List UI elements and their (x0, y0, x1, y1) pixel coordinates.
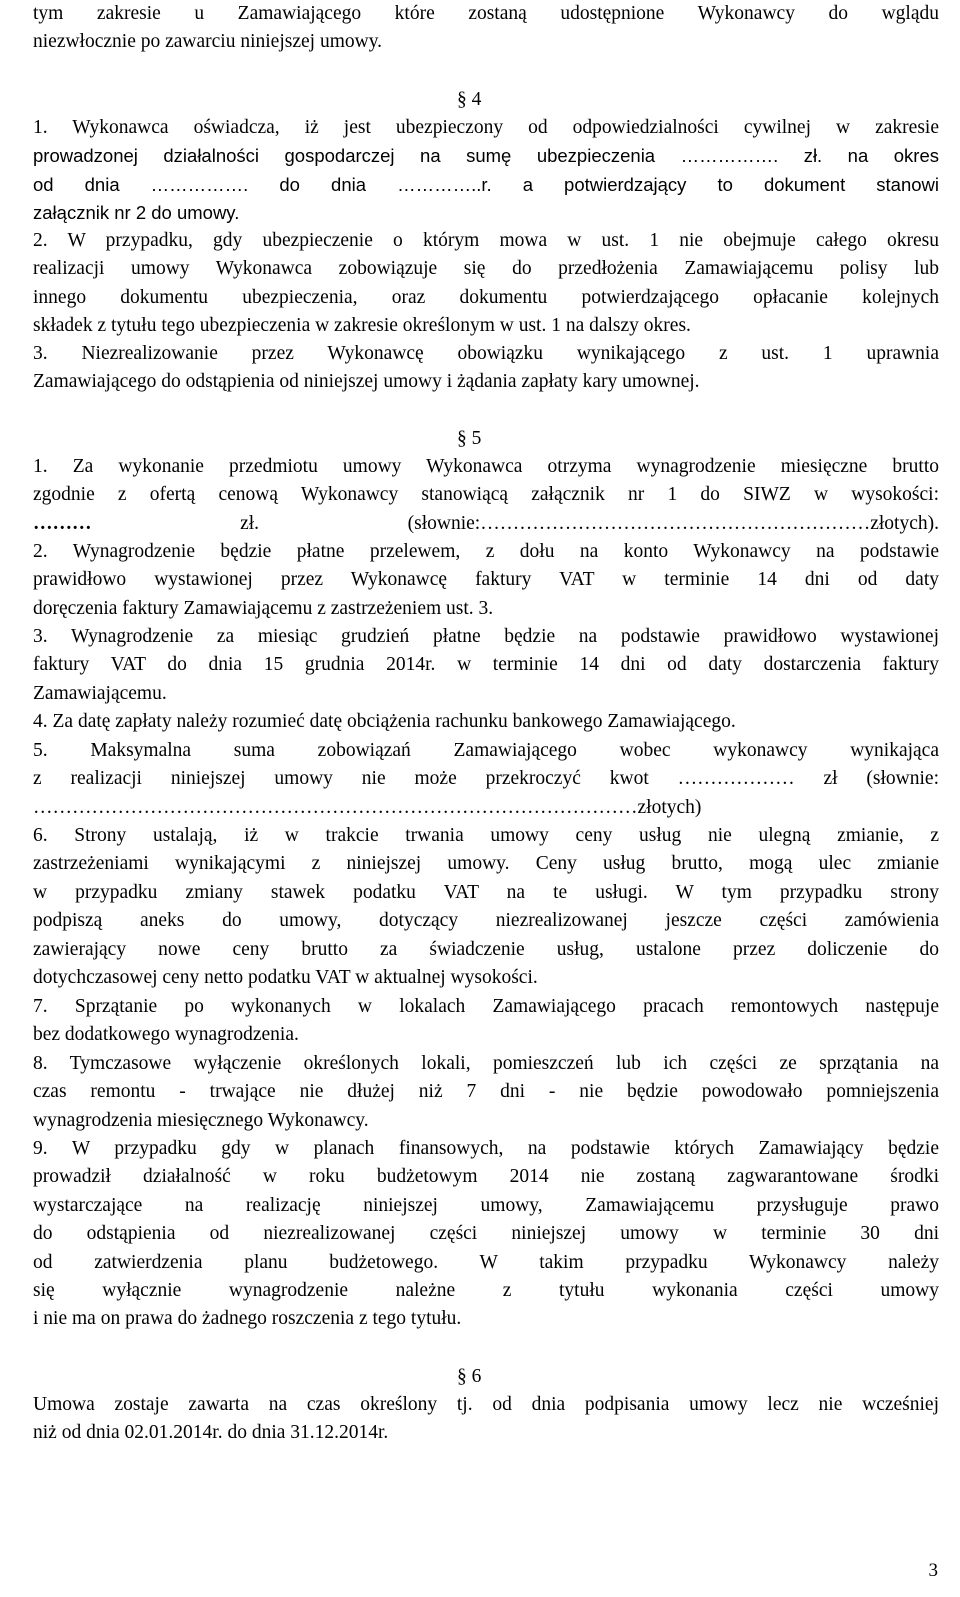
text-line: 3. Wynagrodzenie za miesiąc grudzień płatne będzie na podstawie prawidłowo wystawionej (33, 626, 939, 647)
paragraph-number: 1. (33, 117, 48, 138)
section5-paragraph-9 (33, 1135, 939, 1334)
section5-paragraph-4 (33, 708, 939, 736)
text-line: 7. Sprzątanie po wykonanych w lokalach Zamawiającego pracach remontowych następuje (33, 996, 939, 1017)
paragraph-number: 4. (33, 711, 48, 732)
text-line: w przypadku zmiany stawek podatku VAT na te usługi. W tym przypadku strony (33, 881, 939, 903)
text-line: 9. W przypadku gdy w planach finansowych, na podstawie których Zamawiający będzie (33, 1138, 939, 1159)
amount-placeholder: ……… (33, 512, 92, 534)
text-line: 1. Za wykonanie przedmiotu umowy Wykonawca otrzyma wynagrodzenie miesięczne brutto (33, 456, 940, 477)
section-symbol: § (457, 89, 467, 110)
text-line: 2. W przypadku, gdy ubezpieczenie o którym mowa w ust. 1 nie obejmuje całego okresu (33, 230, 939, 251)
text-line: bez dodatkowego wynagrodzenia. (33, 1024, 299, 1046)
text-line: 1. Wykonawca oświadcza, iż jest ubezpieczony od odpowiedzialności cywilnej w zakresie (33, 117, 939, 138)
section-heading-5 (457, 425, 481, 453)
paragraph-number: 5. (33, 740, 48, 761)
paragraph-number: 9. (33, 1138, 48, 1159)
section5-paragraph-5 (33, 737, 939, 822)
section4-paragraph-1 (33, 114, 939, 228)
page-number: 3 (928, 1560, 938, 1581)
text-line: realizacji umowy Wykonawca zobowiązuje się do przedłożenia Zamawiającemu polisy lub (33, 258, 939, 280)
text-line: wynagrodzenia miesięcznego Wykonawcy. (33, 1109, 369, 1131)
text-line: od dnia ……………. do dnia …………..r. a potwierdzający to dokument stanowi (33, 173, 939, 195)
text-line: od zatwierdzenia planu budżetowego. W takim przypadku Wykonawcy należy (33, 1251, 939, 1273)
paragraph-number: 2. (33, 541, 48, 562)
words-placeholder: ………………………………………………………………………………… (33, 796, 638, 818)
paragraph-number: 3. (33, 343, 48, 364)
text-line: i nie ma on prawa do żadnego roszczenia z tego tytułu. (33, 1308, 462, 1330)
text-line: czas remontu - trwające nie dłużej niż 7 dni - nie będzie powodowało pomniejszenia (33, 1081, 939, 1103)
paragraph-number: 8. (33, 1053, 48, 1074)
section5-paragraph-1 (33, 453, 939, 538)
text-line: tym zakresie u Zamawiającego które zostaną udostępnione Wykonawcy do wglądu (33, 3, 939, 24)
text-line: 3. Niezrealizowanie przez Wykonawcę obowiązku wynikającego z ust. 1 uprawnia (33, 343, 939, 364)
section5-paragraph-8 (33, 1050, 939, 1135)
text-line: 2. Wynagrodzenie będzie płatne przelewem, z dołu na konto Wykonawcy na podstawie (33, 541, 939, 562)
section5-paragraph-6 (33, 822, 939, 992)
paragraph-number: 2. (33, 230, 48, 251)
text-line: 5. Maksymalna suma zobowiązań Zamawiającego wobec wykonawcy wynikająca (33, 740, 939, 761)
text-line: się wyłącznie wynagrodzenie należne z tytułu wykonania części umowy (33, 1279, 939, 1301)
text-line: niezwłocznie po zawarciu niniejszej umowy. (33, 31, 383, 53)
section4-paragraph-3 (33, 340, 939, 397)
section-heading-4 (457, 86, 481, 114)
text-line: prowadzonej działalności gospodarczej na sumę ubezpieczenia ……………. zł. na okres (33, 145, 939, 167)
paragraph-number: 3. (33, 626, 48, 647)
text-line: Zamawiającemu. (33, 682, 167, 704)
section5-paragraph-7 (33, 993, 939, 1050)
text-line: Umowa zostaje zawarta na czas określony tj. od dnia podpisania umowy lecz nie wcześniej (33, 1394, 939, 1415)
section-number: 6 (471, 1366, 482, 1387)
paragraph-number: 1. (33, 456, 48, 477)
section5-paragraph-2 (33, 538, 939, 623)
text-line: składek z tytułu tego ubezpieczenia w zakresie określonym w ust. 1 na dalszy okres. (33, 315, 691, 337)
section-number: 4 (471, 89, 482, 110)
text-line: do odstąpienia od niezrealizowanej części niniejszej umowy w terminie 30 dni (33, 1223, 939, 1245)
section6-paragraph (33, 1391, 939, 1448)
text-line: z realizacji niniejszej umowy nie może przekroczyć kwot ……………… zł (słownie: (33, 768, 939, 790)
section-heading-6 (457, 1363, 481, 1391)
text-line: zgodnie z ofertą cenową Wykonawcy stanowiącą załącznik nr 1 do SIWZ w wysokości: (33, 484, 939, 506)
text-line: innego dokumentu ubezpieczenia, oraz dokumentu potwierdzającego opłacanie kolejnych (33, 286, 939, 308)
text-line: Zamawiającego do odstąpienia od niniejszej umowy i żądania zapłaty kary umownej. (33, 371, 700, 393)
paragraph-number: 7. (33, 996, 48, 1017)
paragraph-number: 6. (33, 825, 48, 846)
text-line: doręczenia faktury Zamawiającemu z zastrzeżeniem ust. 3. (33, 597, 494, 619)
text-line: zastrzeżeniami wynikającymi z niniejszej umowy. Ceny usług brutto, mogą ulec zmianie (33, 853, 939, 875)
text-line: zawierający nowe ceny brutto za świadczenie usług, ustalone przez doliczenie do (33, 938, 939, 960)
text-line: załącznik nr 2 do umowy. (33, 202, 240, 224)
section-number: 5 (471, 428, 482, 449)
text-line: podpiszą aneks do umowy, dotyczący niezrealizowanej jeszcze części zamówienia (33, 910, 939, 932)
text-line: faktury VAT do dnia 15 grudnia 2014r. w terminie 14 dni od daty dostarczenia faktury (33, 654, 939, 676)
text-line: niż od dnia 02.01.2014r. do dnia 31.12.2014r. (33, 1422, 389, 1444)
text-line: 8. Tymczasowe wyłączenie określonych lokali, pomieszczeń lub ich części ze sprzątania na (33, 1053, 939, 1074)
text-line: 6. Strony ustalają, iż w trakcie trwania umowy ceny usług nie ulegną zmianie, z (33, 825, 939, 846)
text-line: prawidłowo wystawionej przez Wykonawcę faktury VAT w terminie 14 dni od daty (33, 569, 939, 591)
text-line: 4. Za datę zapłaty należy rozumieć datę obciążenia rachunku bankowego Zamawiającego. (33, 711, 736, 732)
intro-paragraph (33, 0, 939, 57)
text-line: wystarczające na realizację niniejszej umowy, Zamawiającemu przysługuje prawo (33, 1194, 939, 1216)
text-line: prowadził działalność w roku budżetowym 2014 nie zostaną zagwarantowane środki (33, 1166, 939, 1188)
text-line: dotychczasowej ceny netto podatku VAT w aktualnej wysokości. (33, 966, 538, 988)
section5-paragraph-3 (33, 623, 939, 708)
words-placeholder: …………………………………………………… (480, 512, 871, 534)
section4-paragraph-2 (33, 227, 939, 341)
text-line: ……… zł. (słownie:……………………………………………………złotych). (33, 512, 939, 534)
section-symbol: § (457, 1366, 467, 1387)
text-line: …………………………………………………………………………………złotych) (33, 796, 702, 818)
section-symbol: § (457, 428, 467, 449)
